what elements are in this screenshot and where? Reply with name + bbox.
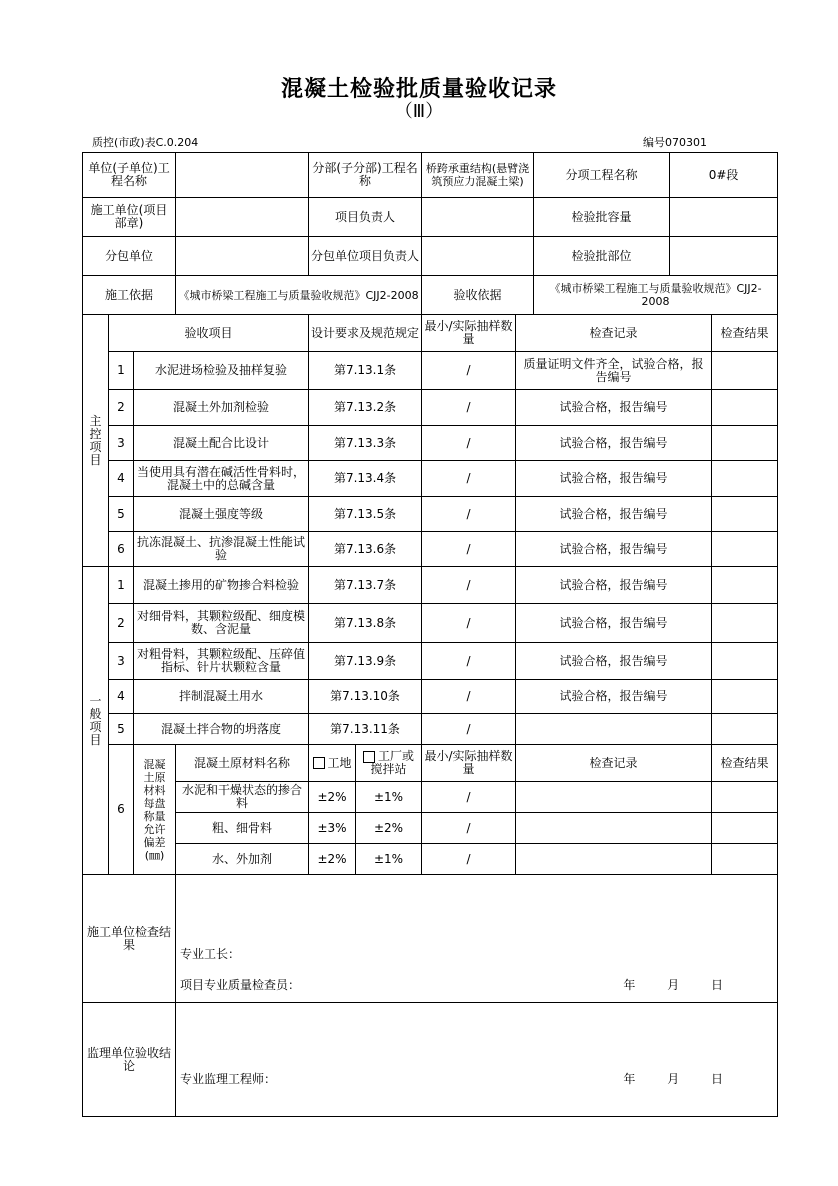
supervisor-check-area[interactable]: [176, 1003, 778, 1117]
item-result[interactable]: [712, 643, 778, 680]
col-requirement-header: 设计要求及规范规定: [309, 315, 422, 352]
item-sample[interactable]: /: [422, 461, 516, 497]
sub-item-label: 分项工程名称: [534, 153, 670, 198]
table-row: [83, 714, 778, 745]
supervisor-check-row: [83, 1003, 778, 1117]
item-sample[interactable]: /: [422, 604, 516, 643]
table-row: [83, 352, 778, 390]
batch-capacity-label: 检验批容量: [534, 198, 670, 237]
item-no: 6: [109, 532, 134, 567]
supervising-engineer-label: 专业监理工程师：: [180, 1072, 277, 1086]
foreman-label: 专业工长：: [180, 947, 241, 961]
item-name: 混凝土配合比设计: [134, 426, 309, 461]
batch-location-value[interactable]: [670, 237, 778, 276]
item-result[interactable]: [712, 497, 778, 532]
table-row: [83, 567, 778, 604]
sub-item-value[interactable]: 0#段: [670, 153, 778, 198]
item-record[interactable]: 试验合格，报告编号: [516, 532, 712, 567]
item-name: 混凝土拌合物的坍落度: [134, 714, 309, 745]
item6-result-header: 检查结果: [712, 745, 778, 782]
item-result[interactable]: [712, 782, 778, 813]
form-number: 质控(市政)表C.0.204: [92, 136, 199, 149]
item-result[interactable]: [712, 461, 778, 497]
item-req: 第7.13.5条: [309, 497, 422, 532]
construction-basis-value: 《城市桥梁工程施工与质量验收规范》CJJ2-2008: [176, 276, 422, 315]
plant-tolerance: ±1%: [356, 844, 422, 875]
item-no: 5: [109, 714, 134, 745]
plant-header[interactable]: 工厂或搅拌站: [356, 745, 422, 782]
item-sample[interactable]: /: [422, 352, 516, 390]
item-req: 第7.13.4条: [309, 461, 422, 497]
item-record[interactable]: 试验合格，报告编号: [516, 604, 712, 643]
general-label: 一般项目: [83, 567, 109, 875]
col-item-header: 验收项目: [109, 315, 309, 352]
item-record[interactable]: 质量证明文件齐全，试验合格，报告编号: [516, 352, 712, 390]
item-sample[interactable]: /: [422, 497, 516, 532]
site-header[interactable]: 工地: [309, 745, 356, 782]
item-no: 1: [109, 567, 134, 604]
item-name: 抗冻混凝土、抗渗混凝土性能试验: [134, 532, 309, 567]
item-record[interactable]: 试验合格，报告编号: [516, 680, 712, 714]
sub-manager-label: 分包单位项目负责人: [309, 237, 422, 276]
item6-record-header: 检查记录: [516, 745, 712, 782]
table-row: [83, 532, 778, 567]
contractor-check-row: [83, 875, 778, 1003]
item-req: 第7.13.11条: [309, 714, 422, 745]
item-sample[interactable]: /: [422, 567, 516, 604]
subcontractor-value[interactable]: [176, 237, 309, 276]
item-result[interactable]: [712, 604, 778, 643]
unit-name-label: 单位(子单位)工程名称: [83, 153, 176, 198]
column-header-row: [83, 315, 778, 352]
item-sample[interactable]: /: [422, 532, 516, 567]
item-result[interactable]: [712, 844, 778, 875]
item-record[interactable]: 试验合格，报告编号: [516, 643, 712, 680]
item-record[interactable]: [516, 813, 712, 844]
page-subtitle: （Ⅲ）: [394, 101, 444, 122]
contractor-check-area[interactable]: [176, 875, 778, 1003]
col-record-header: 检查记录: [516, 315, 712, 352]
item-sample[interactable]: /: [422, 844, 516, 875]
acceptance-record-table: [82, 152, 778, 1117]
item-result[interactable]: [712, 813, 778, 844]
table-row: [83, 680, 778, 714]
table-row: [83, 813, 778, 844]
plant-tolerance: ±2%: [356, 813, 422, 844]
unit-name-value[interactable]: [176, 153, 309, 198]
item-sample[interactable]: /: [422, 714, 516, 745]
item-req: 第7.13.6条: [309, 532, 422, 567]
item-no: 1: [109, 352, 134, 390]
batch-capacity-value[interactable]: [670, 198, 778, 237]
item-name: 水泥进场检验及抽样复验: [134, 352, 309, 390]
item-name: 混凝土掺用的矿物掺合料检验: [134, 567, 309, 604]
item-name: 对细骨料，其颗粒级配、细度模数、含泥量: [134, 604, 309, 643]
item-no: 3: [109, 643, 134, 680]
table-row: [83, 497, 778, 532]
item-record[interactable]: [516, 844, 712, 875]
item-result[interactable]: [712, 714, 778, 745]
item-req: 第7.13.1条: [309, 352, 422, 390]
table-row: [83, 844, 778, 875]
item-name: 拌制混凝土用水: [134, 680, 309, 714]
table-row: [83, 604, 778, 643]
project-manager-value[interactable]: [422, 198, 534, 237]
material-name: 水泥和干燥状态的掺合料: [176, 782, 309, 813]
table-row: [83, 390, 778, 426]
item-no: 3: [109, 426, 134, 461]
header-row-contractor: [83, 198, 778, 237]
item-sample[interactable]: /: [422, 680, 516, 714]
item6-group-label: 混凝土原材料每盘称量允许偏差(㎜): [134, 745, 176, 875]
item-sample[interactable]: /: [422, 390, 516, 426]
table-row: [83, 782, 778, 813]
site-tolerance: ±2%: [309, 844, 356, 875]
item-name: 当使用具有潜在碱活性骨料时，混凝土中的总碱含量: [134, 461, 309, 497]
table-row: [83, 426, 778, 461]
item-no: 6: [109, 745, 134, 875]
item-req: 第7.13.7条: [309, 567, 422, 604]
item-name: 混凝土强度等级: [134, 497, 309, 532]
item-no: 4: [109, 680, 134, 714]
item6-header-row: [83, 745, 778, 782]
subcontractor-label: 分包单位: [83, 237, 176, 276]
contractor-check-label: 施工单位检查结果: [83, 875, 176, 1003]
item-no: 2: [109, 604, 134, 643]
supervisor-date: 年 月 日: [623, 1072, 738, 1086]
item-sample[interactable]: /: [422, 813, 516, 844]
item-sample[interactable]: /: [422, 643, 516, 680]
item-result[interactable]: [712, 567, 778, 604]
contractor-value[interactable]: [176, 198, 309, 237]
item-req: 第7.13.3条: [309, 426, 422, 461]
plant-tolerance: ±1%: [356, 782, 422, 813]
item-sample[interactable]: /: [422, 782, 516, 813]
item-result[interactable]: [712, 352, 778, 390]
item-name: 混凝土外加剂检验: [134, 390, 309, 426]
plant-checkbox[interactable]: [363, 751, 375, 763]
col-sampling-header: 最小/实际抽样数量: [422, 315, 516, 352]
item-no: 2: [109, 390, 134, 426]
batch-location-label: 检验批部位: [534, 237, 670, 276]
acceptance-basis-value: 《城市桥梁工程施工与质量验收规范》CJJ2-2008: [534, 276, 778, 315]
material-name: 水、外加剂: [176, 844, 309, 875]
construction-basis-label: 施工依据: [83, 276, 176, 315]
header-row-subcontractor: [83, 237, 778, 276]
item-result[interactable]: [712, 680, 778, 714]
item-result[interactable]: [712, 426, 778, 461]
item-record[interactable]: 试验合格，报告编号: [516, 497, 712, 532]
material-name-header: 混凝土原材料名称: [176, 745, 309, 782]
item-record[interactable]: 试验合格，报告编号: [516, 567, 712, 604]
item-req: 第7.13.2条: [309, 390, 422, 426]
item-record[interactable]: 试验合格，报告编号: [516, 426, 712, 461]
header-row-unit: [83, 153, 778, 198]
quality-inspector-label: 项目专业质量检查员：: [180, 978, 301, 992]
col-result-header: 检查结果: [712, 315, 778, 352]
site-checkbox[interactable]: [313, 757, 325, 769]
sub-manager-value[interactable]: [422, 237, 534, 276]
main-control-label: 主控项目: [83, 315, 109, 567]
item-sample[interactable]: /: [422, 426, 516, 461]
item-no: 5: [109, 497, 134, 532]
site-tolerance: ±2%: [309, 782, 356, 813]
contractor-label: 施工单位(项目部章): [83, 198, 176, 237]
item-req: 第7.13.8条: [309, 604, 422, 643]
serial-number: 编号070301: [643, 136, 707, 149]
material-name: 粗、细骨料: [176, 813, 309, 844]
item6-sampling-header: 最小/实际抽样数量: [422, 745, 516, 782]
supervisor-check-label: 监理单位验收结论: [83, 1003, 176, 1117]
table-row: [83, 461, 778, 497]
header-row-basis: [83, 276, 778, 315]
contractor-date: 年 月 日: [623, 978, 738, 992]
table-row: [83, 643, 778, 680]
part-name-value[interactable]: 桥跨承重结构(悬臂浇筑预应力混凝土梁): [422, 153, 534, 198]
acceptance-basis-label: 验收依据: [422, 276, 534, 315]
site-tolerance: ±3%: [309, 813, 356, 844]
part-name-label: 分部(子分部)工程名称: [309, 153, 422, 198]
item-name: 对粗骨料，其颗粒级配、压碎值指标、针片状颗粒含量: [134, 643, 309, 680]
item-record[interactable]: 试验合格，报告编号: [516, 461, 712, 497]
page-title: 混凝土检验批质量验收记录: [280, 77, 557, 102]
item-req: 第7.13.9条: [309, 643, 422, 680]
item-req: 第7.13.10条: [309, 680, 422, 714]
item-record[interactable]: 试验合格，报告编号: [516, 390, 712, 426]
item-no: 4: [109, 461, 134, 497]
item-result[interactable]: [712, 532, 778, 567]
project-manager-label: 项目负责人: [309, 198, 422, 237]
item-record[interactable]: [516, 782, 712, 813]
item-result[interactable]: [712, 390, 778, 426]
item-record[interactable]: [516, 714, 712, 745]
